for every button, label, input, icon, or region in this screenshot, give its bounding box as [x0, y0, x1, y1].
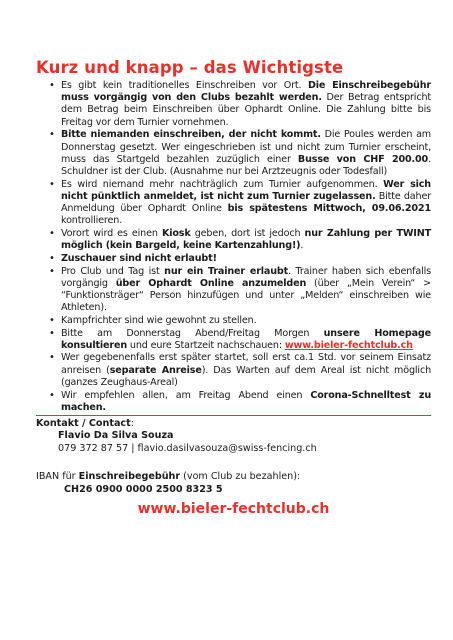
body-text: Bitte daher Anmeldung über Ophardt Online	[61, 190, 431, 215]
bold-text: separate Anreise	[109, 364, 202, 376]
section-heading: Kurz und knapp – das Wichtigste	[36, 58, 344, 77]
body-text: kontrollieren.	[61, 215, 123, 227]
contact-label: Kontakt / Contact	[36, 417, 131, 429]
bold-text: Bitte niemanden einschreiben, der nicht kommt.	[61, 129, 321, 141]
contact-colon: :	[130, 417, 134, 429]
body-text: Der Betrag entspricht dem Betrag beim Einschreiben über Ophardt Online. Die Zahlung bitte bis Freitag vor dem Turnier vornehmen.	[61, 92, 431, 128]
bullet-item	[61, 228, 431, 252]
divider-line	[36, 415, 431, 416]
bullet-item	[61, 129, 431, 178]
body-text: ). Das Warten auf dem Areal ist nicht möglich (ganzes Zeughaus-Areal)	[61, 364, 431, 388]
bullet-item	[61, 328, 431, 352]
iban-number: CH26 0900 0000 2500 8323 5	[64, 483, 223, 495]
body-text: Wer gegebenenfalls erst später startet, soll erst ca.1 Std. vor seinem Einsatz anreisen (	[61, 352, 431, 376]
bullet-list	[36, 80, 431, 414]
contact-separator: |	[128, 442, 138, 454]
contact-email[interactable]: flavio.dasilvasouza@swiss-fencing.ch	[137, 442, 317, 454]
bold-text: Corona-Schnelltest zu machen.	[61, 389, 431, 413]
bullet-item	[61, 390, 431, 414]
homepage-link[interactable]: www.bieler-fechtclub.ch	[284, 339, 413, 351]
contact-name: Flavio Da Silva Souza	[58, 430, 174, 442]
bold-text: über Ophardt Online anzumelden	[115, 277, 307, 289]
footer-website-link[interactable]: www.bieler-fechtclub.ch	[137, 501, 330, 518]
body-text: .	[300, 240, 304, 252]
bullet-item	[61, 80, 431, 129]
body-text: Vorort wird es einen	[61, 227, 162, 239]
bold-text: unsere Homepage konsultieren	[61, 327, 431, 351]
bullet-item	[61, 315, 431, 327]
bold-text: nur Zahlung per TWINT möglich (kein Bargeld, keine Kartenzahlung!)	[61, 227, 431, 252]
bold-text: bis spätestens Mittwoch, 09.06.2021	[227, 203, 431, 215]
body-text: . Schuldner ist der Club. (Ausnahme nur bei Arztzeugnis oder Todesfall)	[61, 153, 431, 177]
body-text: geben, dort ist jedoch	[190, 227, 305, 239]
iban-block	[36, 471, 431, 496]
iban-suffix: (vom Club zu bezahlen):	[180, 471, 301, 483]
contact-phone[interactable]: 079 372 87 57	[58, 442, 129, 454]
body-text: Wir empfehlen allen, am Freitag Abend einen	[61, 389, 311, 401]
body-text: Es wird niemand mehr nachträglich zum Turnier aufgenommen.	[61, 178, 384, 190]
bullet-item	[61, 179, 431, 228]
body-text: Pro Club und Tag ist	[61, 265, 165, 277]
body-text: und eure Startzeit nachschauen:	[127, 339, 285, 351]
bold-text: Wer sich nicht pünktlich anmeldet, ist nicht zum Turnier zugelassen.	[61, 178, 431, 202]
bold-text: nur ein Trainer erlaubt	[164, 265, 289, 277]
bullet-item	[61, 352, 431, 389]
bold-text: Busse von CHF 200.00	[297, 153, 429, 165]
body-text: (über „Mein Verein“ > “Funktionsträger“ Person hinzufügen und unter „Melden“ einschreiben wie Athleten).	[61, 277, 431, 314]
body-text: Die Poules werden am Donnerstag gesetzt. Wer eingeschrieben ist und nicht zum Turnier erscheint, muss das Startgeld bezahlen zuzüglich einer	[61, 129, 431, 165]
bullet-item	[61, 253, 431, 265]
bold-text: Zuschauer sind nicht erlaubt!	[61, 252, 217, 264]
body-text: Kampfrichter sind wie gewohnt zu stellen.	[61, 314, 257, 326]
iban-prefix: IBAN für	[36, 471, 79, 483]
document-page	[36, 58, 431, 517]
iban-bold-label: Einschreibegebühr	[78, 471, 181, 483]
body-text: . Trainer haben sich ebenfalls vorgängig	[61, 265, 431, 289]
contact-block	[36, 418, 431, 455]
bold-text: Die Einschreibegebühr muss vorgängig von den Clubs bezahlt werden.	[61, 80, 431, 104]
bold-text: Kiosk	[161, 227, 191, 239]
body-text: Bitte am Donnerstag Abend/Freitag Morgen	[61, 327, 324, 339]
bullet-item	[61, 266, 431, 315]
body-text: Es gibt kein traditionelles Einschreiben vor Ort.	[61, 80, 308, 91]
